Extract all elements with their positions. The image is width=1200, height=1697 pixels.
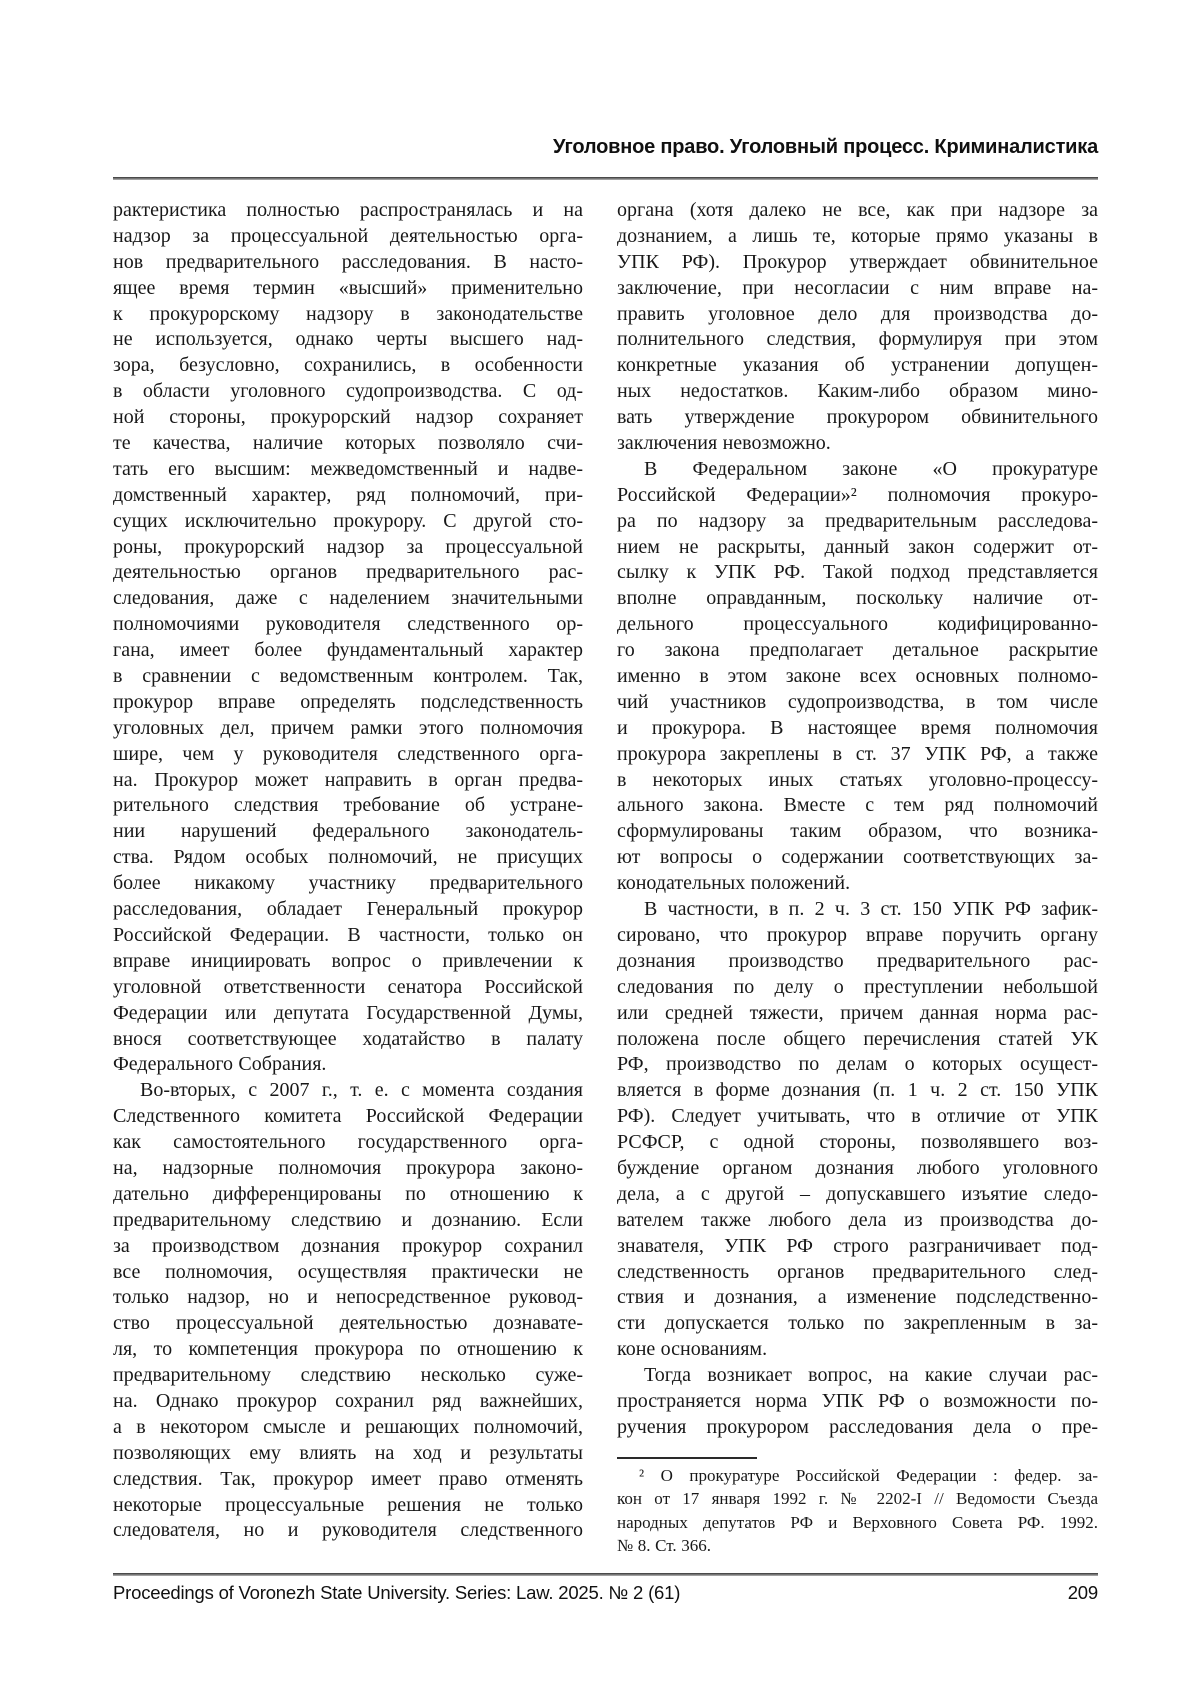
text-line: деятельностью органов предварительного рас- xyxy=(113,561,583,584)
text-line: следственность органов предварительного след- xyxy=(617,1260,1098,1283)
text-line: те качества, наличие которых позволяло счи- xyxy=(113,432,583,455)
text-line: ют вопросы о содержании соответствующих за- xyxy=(617,846,1098,869)
text-line: более никакому участнику предварительного xyxy=(113,872,583,895)
text-line: В частности, в п. 2 ч. 3 ст. 150 УПК РФ зафик- xyxy=(644,898,1098,921)
text-line: внося соответствующее ходатайство в палату xyxy=(113,1027,583,1050)
text-line: вателем также любого дела из производства до- xyxy=(617,1208,1098,1231)
text-line: РФ, производство по делам о которых осущест- xyxy=(617,1053,1098,1076)
text-line: вать утверждение прокурором обвинительного xyxy=(617,406,1098,429)
text-line: а в некотором смысле и решающих полномочий, xyxy=(113,1415,583,1438)
text-line: дознания производство предварительного рас- xyxy=(617,949,1098,972)
text-line: ручения прокурором расследования дела о пре- xyxy=(617,1415,1098,1438)
text-line: органа (хотя далеко не все, как при надзоре за xyxy=(617,199,1098,221)
text-line: ства. Рядом особых полномочий, не присущих xyxy=(113,846,583,869)
text-line: только надзор, но и непосредственное руковод- xyxy=(113,1286,583,1309)
text-line: на, надзорные полномочия прокурора законо- xyxy=(113,1156,583,1179)
text-line: Федерального Собрания. xyxy=(113,1053,327,1076)
text-line: править уголовное дело для производства до- xyxy=(617,302,1098,325)
text-line: к прокурорскому надзору в законодательстве xyxy=(113,302,583,325)
left-text-column xyxy=(113,198,583,1544)
text-line: рактеристика полностью распространялась и на xyxy=(113,199,583,221)
text-line: на. Прокурор может направить в орган предва- xyxy=(113,768,583,791)
footnote-separator xyxy=(617,1457,757,1459)
text-line: ² О прокуратуре Российской Федерации : федер. за- xyxy=(639,1465,1098,1485)
right-column-text xyxy=(617,198,1098,1441)
section-header: Уголовное право. Уголовный процесс. Криминалистика xyxy=(553,136,1098,158)
text-line: следователя, но и руководителя следственного xyxy=(113,1519,583,1542)
text-line: дельного процессуального кодифицированно- xyxy=(617,613,1098,636)
text-line: нием не раскрыты, данный закон содержит от- xyxy=(617,535,1098,558)
text-line: и прокурора. В настоящее время полномочия xyxy=(617,716,1098,739)
header-rule xyxy=(113,177,1098,180)
text-line: домственный характер, ряд полномочий, при- xyxy=(113,483,583,506)
text-line: в некоторых иных статьях уголовно-процессу- xyxy=(617,768,1098,791)
text-line: УПК РФ). Прокурор утверждает обвинительное xyxy=(617,250,1098,273)
text-line: Федерации или депутата Государственной Думы, xyxy=(113,1001,583,1024)
footer-rule xyxy=(113,1573,1098,1576)
text-line: Тогда возникает вопрос, на какие случаи рас- xyxy=(644,1364,1098,1387)
text-line: знавателя, УПК РФ строго разграничивает под- xyxy=(617,1234,1098,1257)
text-line: № 8. Ст. 366. xyxy=(617,1535,712,1555)
text-line: сылку к УПК РФ. Такой подход представляется xyxy=(617,561,1098,584)
text-line: сформулированы таким образом, что возника- xyxy=(617,820,1098,843)
text-line: Следственного комитета Российской Федерации xyxy=(113,1105,583,1128)
text-line: или средней тяжести, причем данная норма рас- xyxy=(617,1001,1098,1024)
text-line: положена после общего перечисления статей УК xyxy=(617,1027,1098,1050)
text-line: сировано, что прокурор вправе поручить органу xyxy=(617,923,1098,946)
text-line: ального закона. Вместе с тем ряд полномочий xyxy=(617,794,1098,817)
text-line: РФ). Следует учитывать, что в отличие от УПК xyxy=(617,1105,1098,1128)
page-footer xyxy=(113,1582,1098,1604)
text-line: следования, даже с наделением значительными xyxy=(113,587,583,610)
text-line: пространяется норма УПК РФ о возможности по- xyxy=(617,1389,1098,1412)
text-line: вполне оправданным, поскольку наличие от- xyxy=(617,587,1098,610)
text-line: го закона предполагает детальное раскрытие xyxy=(617,639,1098,662)
text-line: нов предварительного расследования. В насто- xyxy=(113,250,583,273)
right-text-column xyxy=(617,198,1098,1557)
text-line: нии нарушений федерального законодатель- xyxy=(113,820,583,843)
text-line: заключения невозможно. xyxy=(617,432,831,455)
text-line: РСФСР, с одной стороны, позволявшего воз- xyxy=(617,1131,1098,1154)
text-line: следствия. Так, прокурор имеет право отменять xyxy=(113,1467,583,1490)
text-line: вправе инициировать вопрос о привлечении к xyxy=(113,949,583,972)
text-line: ля, то компетенция прокурора по отношению к xyxy=(113,1338,583,1361)
text-line: ра по надзору за предварительным расследова- xyxy=(617,509,1098,532)
text-line: ящее время термин «высший» применительно xyxy=(113,276,583,299)
text-line: предварительному следствию и дознанию. Если xyxy=(113,1208,583,1231)
text-line: народных депутатов РФ и Верховного Совета РФ. 1992. xyxy=(617,1512,1098,1532)
text-line: следования по делу о преступлении небольшой xyxy=(617,975,1098,998)
text-line: дознанием, а лишь те, которые прямо указаны в xyxy=(617,224,1098,247)
text-line: в сравнении с ведомственным контролем. Так, xyxy=(113,665,583,688)
text-line: кон от 17 января 1992 г. № 2202-I // Ведомости Съезда xyxy=(617,1489,1098,1509)
text-line: конодательных положений. xyxy=(617,872,851,895)
footnote xyxy=(617,1464,1098,1558)
text-line: Российской Федерации»² полномочия прокуро- xyxy=(617,483,1098,506)
text-line: как самостоятельного государственного орга- xyxy=(113,1131,583,1154)
text-line: буждение органом дознания любого уголовного xyxy=(617,1156,1098,1179)
text-line: в области уголовного судопроизводства. С од- xyxy=(113,380,583,403)
text-line: гана, имеет более фундаментальный характер xyxy=(113,639,583,662)
text-line: В Федеральном законе «О прокуратуре xyxy=(644,457,1098,480)
text-line: роны, прокурорский надзор за процессуальной xyxy=(113,535,583,558)
text-line: ных недостатков. Каким-либо образом мино- xyxy=(617,380,1098,403)
text-line: заключение, при несогласии с ним вправе на- xyxy=(617,276,1098,299)
text-line: конкретные указания об устранении допущен- xyxy=(617,354,1098,377)
text-line: рительного следствия требование об устране- xyxy=(113,794,583,817)
text-line: не используется, однако черты высшего над- xyxy=(113,328,583,351)
text-line: расследования, обладает Генеральный прокурор xyxy=(113,898,583,921)
text-line: шире, чем у руководителя следственного орга- xyxy=(113,742,583,765)
text-line: чий участников судопроизводства, в том числе xyxy=(617,690,1098,713)
text-line: дательно дифференцированы по отношению к xyxy=(113,1182,583,1205)
text-line: прокурора закреплены в ст. 37 УПК РФ, а также xyxy=(617,742,1098,765)
text-line: на. Однако прокурор сохранил ряд важнейших, xyxy=(113,1389,583,1412)
text-line: ной стороны, прокурорский надзор сохраняет xyxy=(113,406,583,429)
text-line: позволяющих ему влиять на ход и результаты xyxy=(113,1441,583,1464)
text-line: ство процессуальной деятельностью дознавате- xyxy=(113,1312,583,1335)
text-line: Во-вторых, с 2007 г., т. е. с момента создания xyxy=(140,1079,583,1102)
text-line: полнительного следствия, формулируя при этом xyxy=(617,328,1098,351)
text-line: уголовных дел, причем рамки этого полномочия xyxy=(113,716,583,739)
journal-imprint: Proceedings of Voronezh State University. Series: Law. 2025. № 2 (61) xyxy=(113,1582,681,1603)
text-line: некоторые процессуальные решения не только xyxy=(113,1493,583,1516)
text-line: полномочиями руководителя следственного ор- xyxy=(113,613,583,636)
text-line: сти допускается только по закрепленным в за- xyxy=(617,1312,1098,1335)
text-line: дела, а с другой – допускавшего изъятие следо- xyxy=(617,1182,1098,1205)
text-line: именно в этом законе всех основных полномо- xyxy=(617,665,1098,688)
text-line: за производством дознания прокурор сохранил xyxy=(113,1234,583,1257)
text-line: все полномочия, осуществляя практически не xyxy=(113,1260,583,1283)
text-line: сущих исключительно прокурору. С другой сто- xyxy=(113,509,583,532)
text-line: зора, безусловно, сохранились, в особенности xyxy=(113,354,583,377)
text-line: прокурор вправе определять подследственность xyxy=(113,690,583,713)
text-line: вляется в форме дознания (п. 1 ч. 2 ст. 150 УПК xyxy=(617,1079,1098,1102)
text-line: ствия и дознания, а изменение подследственно- xyxy=(617,1286,1098,1309)
text-line: Российской Федерации. В частности, только он xyxy=(113,923,583,946)
text-line: надзор за процессуальной деятельностью орга- xyxy=(113,224,583,247)
text-line: коне основаниям. xyxy=(617,1338,768,1361)
text-line: тать его высшим: межведомственный и надве- xyxy=(113,457,583,480)
text-line: предварительному следствию несколько суже- xyxy=(113,1364,583,1387)
page-number: 209 xyxy=(1067,1582,1098,1603)
text-line: уголовной ответственности сенатора Российской xyxy=(113,975,583,998)
